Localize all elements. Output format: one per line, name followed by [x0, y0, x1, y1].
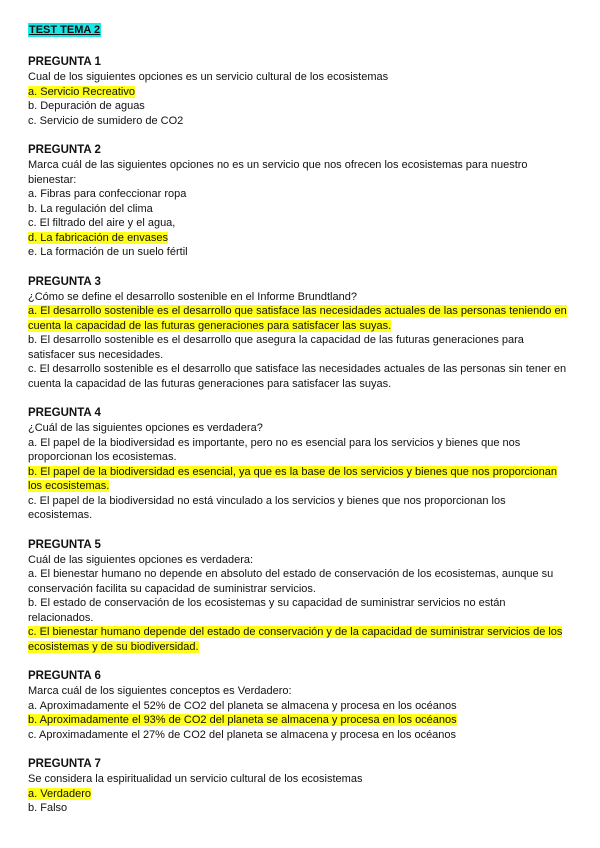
question-text: ¿Cómo se define el desarrollo sostenible en el Informe Brundtland?: [28, 290, 357, 303]
question-text: Cuál de las siguientes opciones es verdadera:: [28, 553, 254, 566]
correct-answer: a. Servicio Recreativo: [28, 85, 135, 98]
answer-option: [28, 713, 572, 728]
question-6: [28, 669, 572, 742]
answer-option: c. El filtrado del aire y el agua,: [28, 217, 176, 229]
question-text: Cual de los siguientes opciones es un servicio cultural de los ecosistemas: [28, 71, 389, 83]
document-title: TEST TEMA 2: [29, 24, 101, 36]
answer-option: b. La regulación del clima: [28, 202, 153, 215]
answer-option: [28, 85, 572, 100]
answer-option: c. El papel de la biodiversidad no está vinculado a los servicios y bienes que nos proporcionan los ecosistemas.: [28, 494, 506, 521]
correct-answer: a. Verdadero: [28, 787, 91, 800]
answer-option: a. El papel de la biodiversidad es importante, pero no es esencial para los servicios y bienes que nos proporcionan los ecosistemas.: [28, 436, 521, 463]
question-text: Marca cuál de las siguientes opciones no es un servicio que nos ofrecen los ecosistemas para nuestro bienestar:: [28, 159, 528, 186]
answer-option: c. El desarrollo sostenible es el desarrollo que satisface las necesidades actuales de las personas sin tener en cuenta la capacidad de las futuras generaciones para satisfacer las suyas.: [28, 363, 567, 390]
question-2: [28, 143, 572, 260]
answer-option: [28, 787, 572, 802]
question-heading: PREGUNTA 6: [28, 670, 101, 682]
answer-option: c. Servicio de sumidero de CO2: [28, 114, 184, 127]
question-heading: PREGUNTA 7: [28, 758, 101, 770]
question-text: Marca cuál de los siguientes conceptos es Verdadero:: [28, 685, 292, 697]
answer-option: [28, 625, 572, 654]
answer-option: b. El estado de conservación de los ecosistemas y su capacidad de suministrar servicios no están relacionados.: [28, 597, 506, 624]
answer-option: b. Falso: [28, 802, 68, 814]
answer-option: a. Aproximadamente el 52% de CO2 del planeta se almacena y procesa en los océanos: [28, 699, 457, 712]
answer-option: [28, 304, 572, 333]
answer-option: c. Aproximadamente el 27% de CO2 del planeta se almacena y procesa en los océanos: [28, 728, 457, 741]
correct-answer: c. El bienestar humano depende del estado de conservación y de la capacidad de suministrar servicios de los ecosistemas y de su biodiversidad.: [28, 626, 563, 653]
question-text: ¿Cuál de las siguientes opciones es verdadera?: [28, 422, 263, 434]
answer-option: b. Depuración de aguas: [28, 100, 145, 112]
correct-answer: b. El papel de la biodiversidad es esencial, ya que es la base de los servicios y bienes que nos proporcionan los ecosistemas.: [28, 465, 557, 492]
question-heading: PREGUNTA 2: [28, 144, 101, 156]
question-heading: PREGUNTA 4: [28, 407, 101, 419]
correct-answer: b. Aproximadamente el 93% de CO2 del planeta se almacena y procesa en los océanos: [28, 714, 457, 726]
answer-option: b. El desarrollo sostenible es el desarrollo que asegura la capacidad de las futuras generaciones para satisfacer sus necesidades.: [28, 334, 524, 361]
question-3: [28, 275, 572, 392]
question-heading: PREGUNTA 1: [28, 56, 101, 68]
answer-option: [28, 231, 572, 246]
correct-answer: a. El desarrollo sostenible es el desarrollo que satisface las necesidades actuales de las personas teniendo en cuenta la capacidad de las futuras generaciones para satisfacer las suyas.: [28, 305, 567, 332]
answer-option: [28, 465, 572, 494]
correct-answer: d. La fabricación de envases: [28, 231, 169, 244]
question-text: Se considera la espiritualidad un servicio cultural de los ecosistemas: [28, 773, 363, 785]
question-4: [28, 406, 572, 523]
answer-option: a. El bienestar humano no depende en absoluto del estado de conservación de los ecosistemas, aunque su conservación facilita su capacidad de suministrar servicios.: [28, 568, 554, 595]
question-heading: PREGUNTA 5: [28, 538, 101, 551]
question-5: [28, 538, 572, 655]
question-heading: PREGUNTA 3: [28, 275, 101, 288]
question-7: [28, 757, 572, 816]
question-1: [28, 55, 572, 128]
answer-option: e. La formación de un suelo fértil: [28, 246, 188, 258]
answer-option: a. Fibras para confeccionar ropa: [28, 188, 187, 200]
